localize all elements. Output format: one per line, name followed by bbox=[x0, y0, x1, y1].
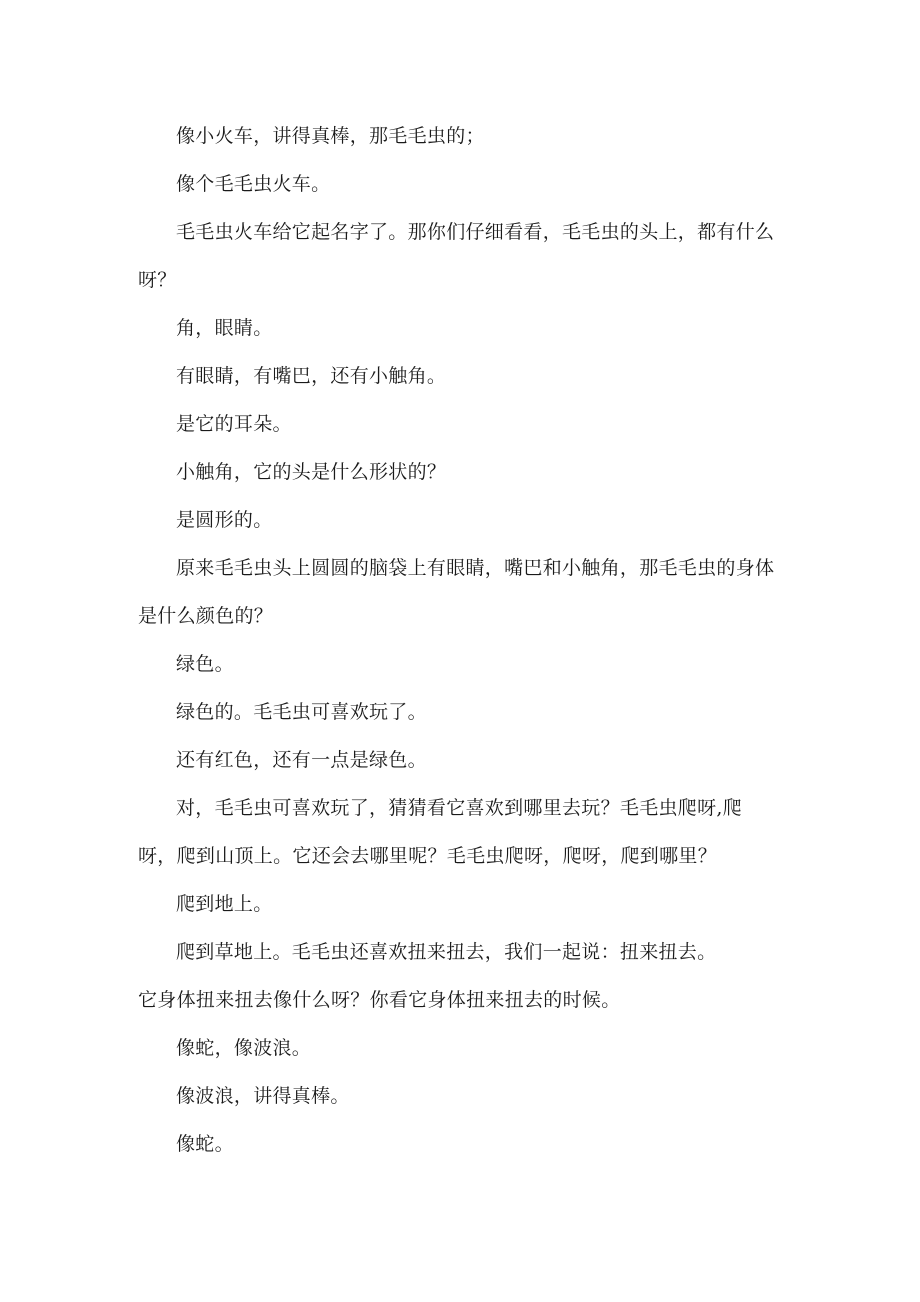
paragraph: 还有红色，还有一点是绿色。 bbox=[176, 749, 427, 771]
paragraph: 像波浪，讲得真棒。 bbox=[176, 1085, 350, 1107]
paragraph: 像蛇。 bbox=[176, 1133, 234, 1155]
paragraph: 绿色。 bbox=[176, 653, 234, 675]
paragraph: 有眼睛，有嘴巴，还有小触角。 bbox=[176, 365, 447, 387]
paragraph: 毛毛虫火车给它起名字了。那你们仔细看看，毛毛虫的头上，都有什么呀？ bbox=[138, 221, 775, 291]
paragraph: 它身体扭来扭去像什么呀？你看它身体扭来扭去的时候。 bbox=[138, 989, 621, 1011]
paragraph: 角，眼睛。 bbox=[176, 317, 273, 339]
paragraph: 像蛇，像波浪。 bbox=[176, 1037, 312, 1059]
paragraph: 原来毛毛虫头上圆圆的脑袋上有眼睛，嘴巴和小触角，那毛毛虫的身体是什么颜色的？ bbox=[138, 557, 775, 627]
paragraph: 小触角，它的头是什么形状的？ bbox=[176, 461, 447, 483]
paragraph: 对，毛毛虫可喜欢玩了，猜猜看它喜欢到哪里去玩？毛毛虫爬呀,爬呀，爬到山顶上。它还会去哪里呢？毛毛虫爬呀，爬呀，爬到哪里？ bbox=[138, 797, 743, 867]
document-body bbox=[138, 112, 778, 1168]
paragraph: 像小火车，讲得真棒，那毛毛虫的； bbox=[176, 125, 485, 147]
paragraph: 像个毛毛虫火车。 bbox=[176, 173, 331, 195]
paragraph: 是它的耳朵。 bbox=[176, 413, 292, 435]
paragraph: 绿色的。毛毛虫可喜欢玩了。 bbox=[176, 701, 427, 723]
paragraph: 是圆形的。 bbox=[176, 509, 273, 531]
paragraph: 爬到草地上。毛毛虫还喜欢扭来扭去，我们一起说：扭来扭去。 bbox=[176, 941, 717, 963]
paragraph: 爬到地上。 bbox=[176, 893, 273, 915]
